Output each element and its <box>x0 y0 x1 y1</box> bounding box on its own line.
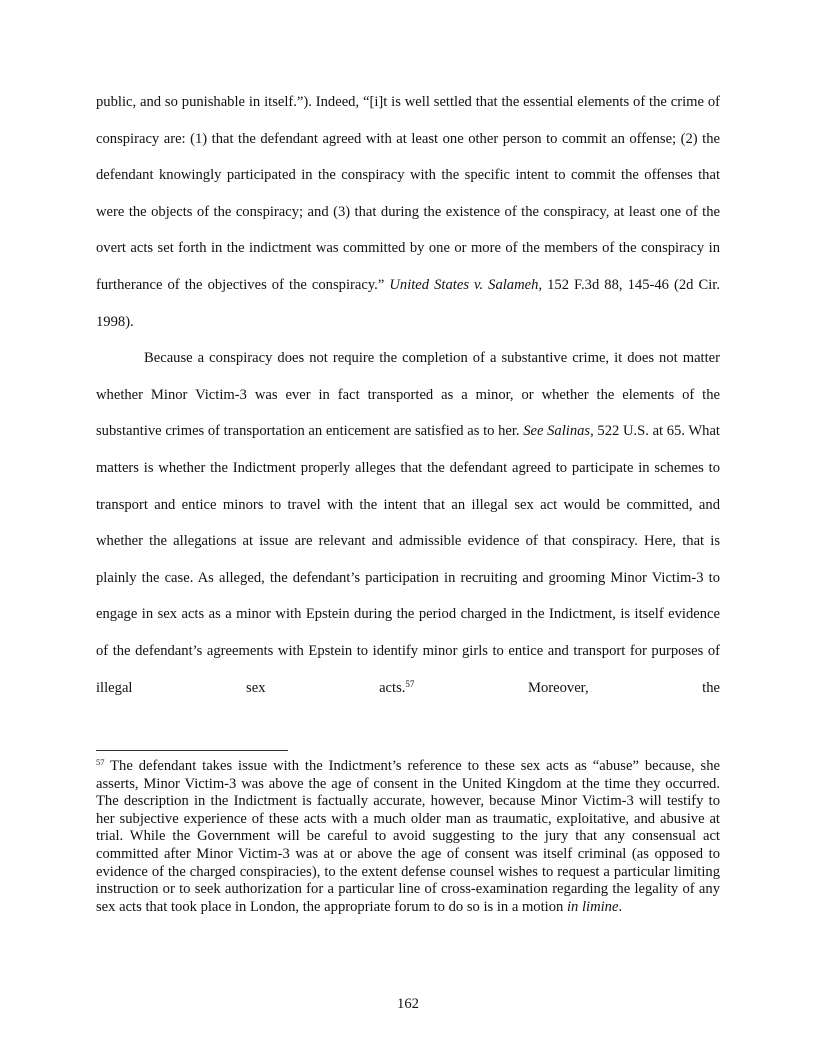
footnote-separator <box>96 750 288 751</box>
document-body <box>96 84 720 706</box>
paragraph-2-text-continued: , 522 U.S. at 65. What matters is whether the Indictment properly alleges that the defendant agreed to participate in schemes to transport and entice minors to travel with the intent that an illegal sex act would be committed, and whether the allegations at issue are relevant and admissible evidence of that conspiracy. Here, that is plainly the case. As alleged, the defendant’s participation in recruiting and grooming Minor Victim-3 to engage in sex acts as a minor with Epstein during the period charged in the Indictment, is itself evidence of the defendant’s agreements with Epstein to identify minor girls to entice and transport for purposes of illegal sex acts. <box>96 423 720 696</box>
footnote-reference: 57 <box>405 678 415 689</box>
paragraph-2 <box>96 340 720 706</box>
paragraph-2-text: Because a conspiracy does not require the completion of a substantive crime, it does not matter whether Minor Victim-3 was ever in fact transported as a minor, or whether the elements of the substantive crimes of transportation an enticement are satisfied as to her. <box>96 350 720 440</box>
paragraph-2-tail: Moreover, the <box>414 679 721 696</box>
case-citation: United States v. Salameh <box>389 276 539 293</box>
paragraph-1-citation-tail: , 152 F.3d 88, 145-46 (2d Cir. 1998). <box>96 276 720 330</box>
see-citation: See Salinas <box>523 423 591 440</box>
footnote-italic-term: in limine <box>566 898 619 915</box>
footnote-number: 57 <box>96 757 105 767</box>
page-number: 162 <box>397 996 419 1012</box>
paragraph-1-text: public, and so punishable in itself.”). Indeed, “[i]t is well settled that the essential elements of the crime of conspiracy are: (1) that the defendant agreed with at least one other person to commit an offense; (2) the defendant knowingly participated in the conspiracy with the specific intent to commit the offenses that were the objects of the conspiracy; and (3) that during the existence of the conspiracy, at least one of the overt acts set forth in the indictment was committed by one or more of the members of the conspiracy in furtherance of the objectives of the conspiracy.” <box>96 94 720 293</box>
paragraph-1 <box>96 84 720 340</box>
footnote <box>96 758 720 916</box>
footnote-end: . <box>618 898 623 915</box>
footnote-text: The defendant takes issue with the Indictment’s reference to these sex acts as “abuse” because, she asserts, Minor Victim-3 was above the age of consent in the United Kingdom at the time they occurred. The description in the Indictment is factually accurate, however, because Minor Victim-3 will testify to her subjective experience of these acts with a much older man as traumatic, exploitative, and abusive at trial. While the Government will be careful to avoid suggesting to the jury that any consensual act committed after Minor Victim-3 was at or above the age of consent was itself criminal (as opposed to evidence of the charged conspiracies), to the extent defense counsel wishes to request a particular limiting instruction or to seek authorization for a particular line of cross-examination regarding the legality of any sex acts that took place in London, the appropriate forum to do so is in a motion <box>96 758 720 915</box>
